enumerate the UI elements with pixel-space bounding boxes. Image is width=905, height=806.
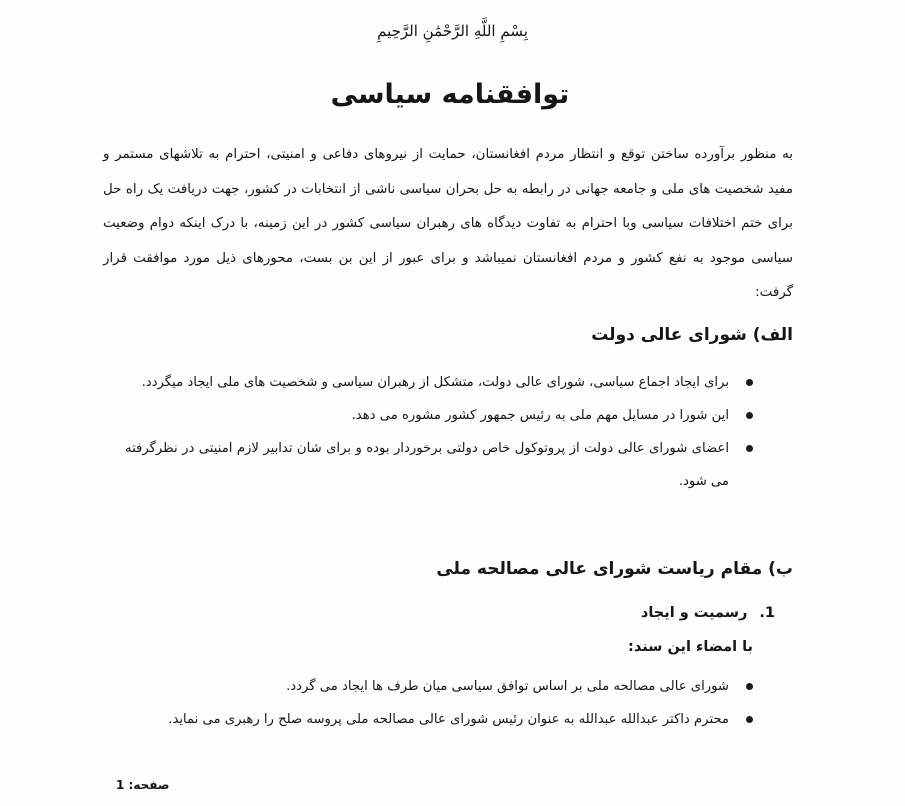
- subsection-number: 1.: [759, 605, 775, 621]
- list-item: [125, 366, 757, 399]
- list-item: [125, 703, 757, 736]
- section-a-list: [125, 366, 757, 498]
- subsection-title: رسمیت و ایجاد: [640, 605, 748, 621]
- list-item-text: برای ایجاد اجماع سیاسی، شورای عالی دولت، متشکل از رهبران سیاسی و شخصیت های ملی ایجاد میگردد.: [141, 375, 729, 390]
- bullet-icon: [746, 445, 753, 452]
- bullet-icon: [746, 683, 753, 690]
- subsection-heading: [375, 600, 775, 626]
- section-a-heading: الف) شورای عالی دولت: [591, 325, 793, 345]
- page-number: صفحه: 1: [116, 778, 170, 792]
- bismillah-line: بِسْمِ اللَّهِ الرَّحْمَٰنِ الرَّحِيمِ: [377, 22, 528, 40]
- bullet-icon: [746, 716, 753, 723]
- list-item-text: این شورا در مسایل مهم ملی به رئیس جمهور کشور مشوره می دهد.: [351, 408, 729, 423]
- bullet-icon: [746, 379, 753, 386]
- bullet-icon: [746, 412, 753, 419]
- list-item: [125, 670, 757, 703]
- list-item-text: شورای عالی مصالحه ملی بر اساس توافق سیاسی میان طرف ها ایجاد می گردد.: [286, 679, 729, 694]
- document-title: توافقنامه سیاسی: [330, 79, 570, 110]
- list-item: [125, 432, 757, 498]
- section-b-heading: ب) مقام ریاست شورای عالی مصالحه ملی: [436, 559, 793, 579]
- intro-paragraph: به منظور برآورده ساختن توقع و انتظار مردم افغانستان، حمایت از نیروهای دفاعی و امنیتی، احترام به تلاشهای مستمر و مفید شخصیت های ملی و جامعه جهانی در رابطه به حل بحران سیاسی ناشی از انتخابات در کشور، جهت دریافت یک راه حل برای ختم اختلافات سیاسی وبا احترام به تفاوت دیدگاه های رهبران سیاسی کشور در این زمینه، با درک اینکه دوام وضعیت سیاسی موجود به نفع کشور و مردم افغانستان نمیباشد و برای عبور از این بن بست، محورهای ذیل مورد موافقت قرار گرفت:: [103, 147, 793, 300]
- section-b-list: [125, 670, 757, 736]
- list-item: [125, 399, 757, 432]
- list-item-text: محترم داکتر عبدالله عبدالله به عنوان رئیس شورای عالی مصالحه ملی پروسه صلح را رهبری می نماید.: [168, 712, 729, 727]
- list-item-text: اعضای شورای عالی دولت از پروتوکول خاص دولتی برخوردار بوده و برای شان تدابیر لازم امنیتی در نظرگرفته می شود.: [125, 441, 729, 489]
- signing-label: با امضاء این سند:: [628, 639, 753, 655]
